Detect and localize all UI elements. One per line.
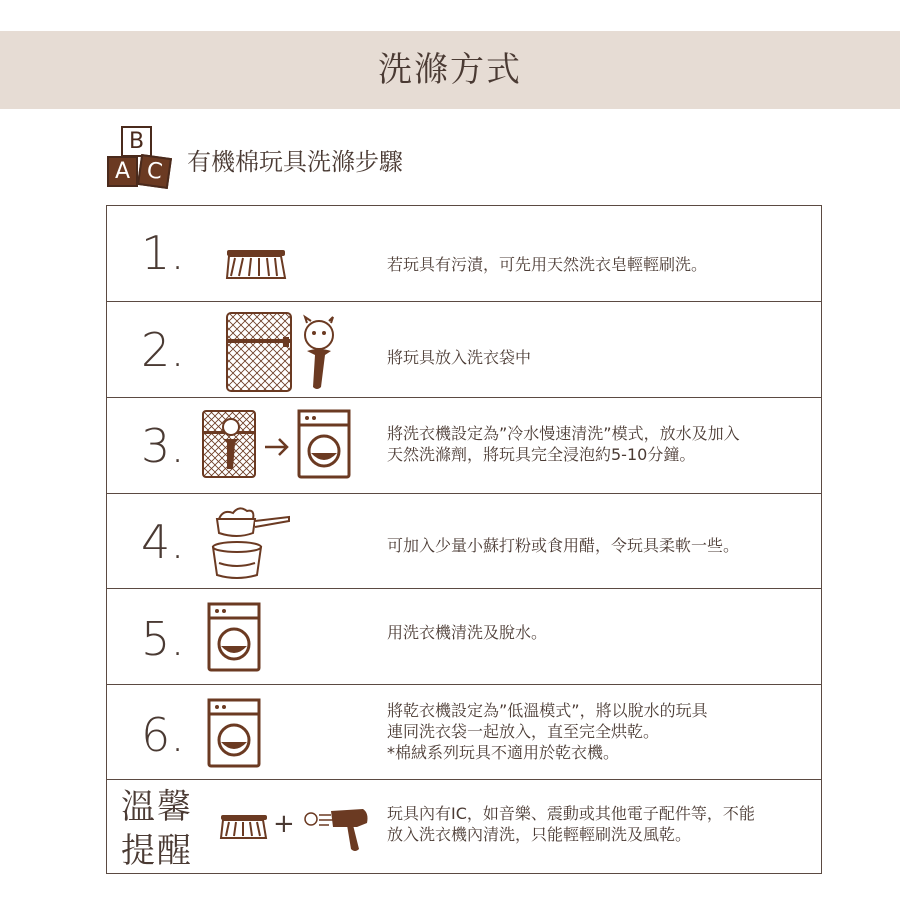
step-text: 將玩具放入洗衣袋中: [387, 348, 532, 367]
step-number: 3.: [141, 419, 185, 473]
laundry-bag-with-toy-icon: [225, 309, 337, 393]
step-row-1: [107, 206, 821, 302]
step-number: 5.: [141, 612, 185, 666]
step-number: 6.: [141, 708, 185, 762]
step-number: 1.: [141, 226, 185, 280]
step-row-3: [107, 397, 821, 494]
scoop-and-bowl-icon: [211, 501, 295, 581]
step-text: 將乾衣機設定為”低溫模式”，將以脫水的玩具 連同洗衣袋一起放入，直至完全烘乾。 *棉絨系列玩具不適用於乾衣機。: [387, 701, 708, 762]
hair-dryer-icon: [301, 807, 371, 855]
steps-table: [106, 205, 822, 874]
section-title: 有機棉玩具洗滌步驟: [187, 148, 403, 176]
step-row-4: [107, 493, 821, 589]
block-c: C: [137, 154, 172, 189]
tip-label: 溫馨 提醒: [121, 787, 193, 871]
step-text: 用洗衣機清洗及脫水。: [387, 623, 548, 642]
plus-sign: +: [273, 809, 295, 839]
tip-text: 玩具內有IC，如音樂、震動或其他電子配件等，不能 放入洗衣機內清洗，只能輕輕刷洗及風乾。: [387, 804, 755, 844]
abc-blocks-icon: [107, 124, 177, 188]
step-number: 2.: [141, 323, 185, 377]
step-text: 若玩具有污漬，可先用天然洗衣皂輕輕刷洗。: [387, 255, 708, 274]
bag-to-washer-icon: [201, 409, 353, 481]
page-title: 洗滌方式: [378, 50, 522, 90]
tip-row: [107, 779, 821, 873]
step-text: 將洗衣機設定為”冷水慢速清洗”模式，放水及加入 天然洗滌劑，將玩具完全浸泡約5-10分鐘。: [387, 424, 740, 464]
dryer-icon: [207, 698, 261, 768]
step-row-2: [107, 301, 821, 398]
brush-icon: [219, 813, 269, 841]
block-a: A: [107, 156, 138, 187]
block-b: B: [121, 126, 152, 157]
step-row-6: [107, 684, 821, 780]
brush-icon: [225, 246, 289, 282]
step-text: 可加入少量小蘇打粉或食用醋，令玩具柔軟一些。: [387, 536, 740, 555]
step-number: 4.: [141, 515, 185, 569]
step-row-5: [107, 588, 821, 685]
washing-machine-icon: [207, 602, 261, 672]
